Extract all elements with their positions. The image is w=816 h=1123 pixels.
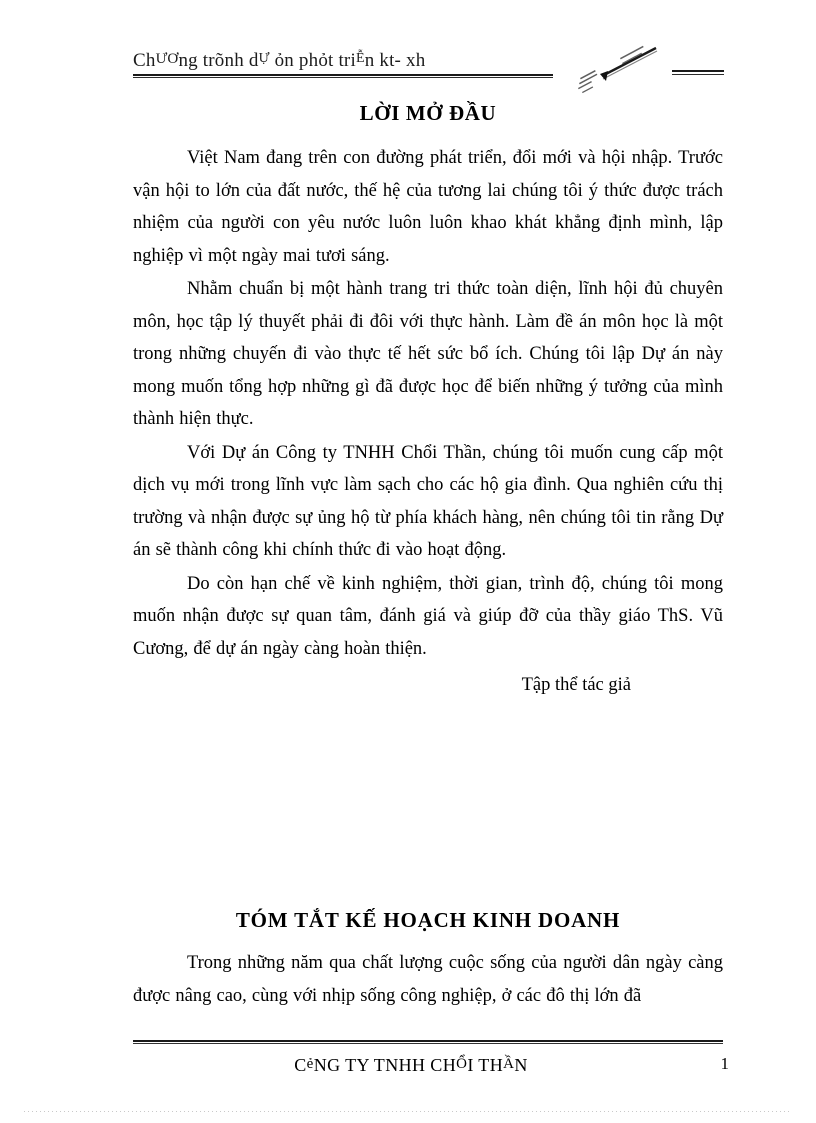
- header-title-mid-2: ỏn phỏt tri: [269, 50, 356, 71]
- page-number: 1: [720, 1054, 729, 1073]
- pen-stamp-icon: [572, 42, 664, 102]
- footer-row: [133, 1052, 729, 1078]
- page-footer: [133, 1040, 729, 1078]
- footer-company-raised-a: Ầ: [503, 1056, 515, 1072]
- header-title-raised-e: Ễ: [355, 51, 365, 66]
- bottom-edge-dotted-line: [24, 1111, 792, 1112]
- paragraph: Việt Nam đang trên con đường phát triển, đổi mới và hội nhập. Trước vận hội to lớn của đất nước, thế hệ của tương lai chúng tôi ý thức được trách nhiệm của người con yêu nước luôn luôn khao khát khẳng định mình, lập nghiệp vì một ngày mai tươi sáng.: [133, 148, 723, 266]
- page-header: [0, 46, 816, 98]
- paragraph: Với Dự án Công ty TNHH Chổi Thần, chúng tôi muốn cung cấp một dịch vụ mới trong lĩnh vực làm sạch cho các hộ gia đình. Qua nghiên cứu thị trường và nhận được sự ủng hộ từ phía khách hàng, nên chúng tôi tin rằng Dự án sẽ thành công khi chính thức đi vào hoạt động.: [133, 442, 723, 560]
- page-title: LỜI MỞ ĐẦU: [359, 101, 497, 125]
- header-title-suffix: n kt- xh: [364, 50, 426, 71]
- footer-company-name: [133, 1052, 723, 1077]
- footer-rule: [133, 1040, 723, 1045]
- footer-company-raised-o: Ổ: [456, 1056, 468, 1072]
- header-title-raised-u: Ự: [258, 51, 270, 66]
- paragraph: Nhằm chuẩn bị một hành trang tri thức toàn diện, lĩnh hội đủ chuyên môn, học tập lý thuyết phải đi đôi với thực hành. Làm đề án môn học là một trong những chuyến đi vào thực tế hết sức bổ ích. Chúng tôi lập Dự án này mong muốn tổng hợp những gì đã được học để biến những ý tưởng của mình thành hiện thực.: [133, 279, 723, 429]
- footer-company-mid-2: I TH: [467, 1055, 504, 1075]
- author-signature: Tập thể tác giả: [521, 675, 631, 695]
- header-title-text: [133, 46, 553, 73]
- paragraph: Trong những năm qua chất lượng cuộc sống của người dân ngày càng được nâng cao, cùng với nhịp sống công nghiệp, ở các đô thị lớn đã: [133, 953, 723, 1006]
- header-right-rule: [672, 70, 724, 76]
- paragraph: Do còn hạn chế về kinh nghiệm, thời gian, trình độ, chúng tôi mong muốn nhận được sự quan tâm, đánh giá và giúp đỡ của thầy giáo ThS. Vũ Cương, để dự án ngày càng hoàn thiện.: [133, 573, 723, 659]
- footer-company-suffix: N: [514, 1055, 528, 1075]
- document-body: [133, 98, 723, 702]
- header-title-underlined: [133, 46, 553, 76]
- header-title-mid-1: ng trõnh d: [178, 50, 259, 71]
- footer-company-mid-1: NG TY TNHH CH: [313, 1055, 457, 1075]
- footer-company-prefix: C: [294, 1055, 307, 1075]
- footer-company-raised-e: ẻ: [306, 1056, 314, 1072]
- header-title-raised-uo: ƯƠ: [155, 51, 179, 67]
- section-title: TÓM TẮT KẾ HOẠCH KINH DOANH: [235, 908, 621, 932]
- business-plan-summary-section: [133, 905, 723, 1012]
- header-title-prefix: Ch: [133, 50, 156, 71]
